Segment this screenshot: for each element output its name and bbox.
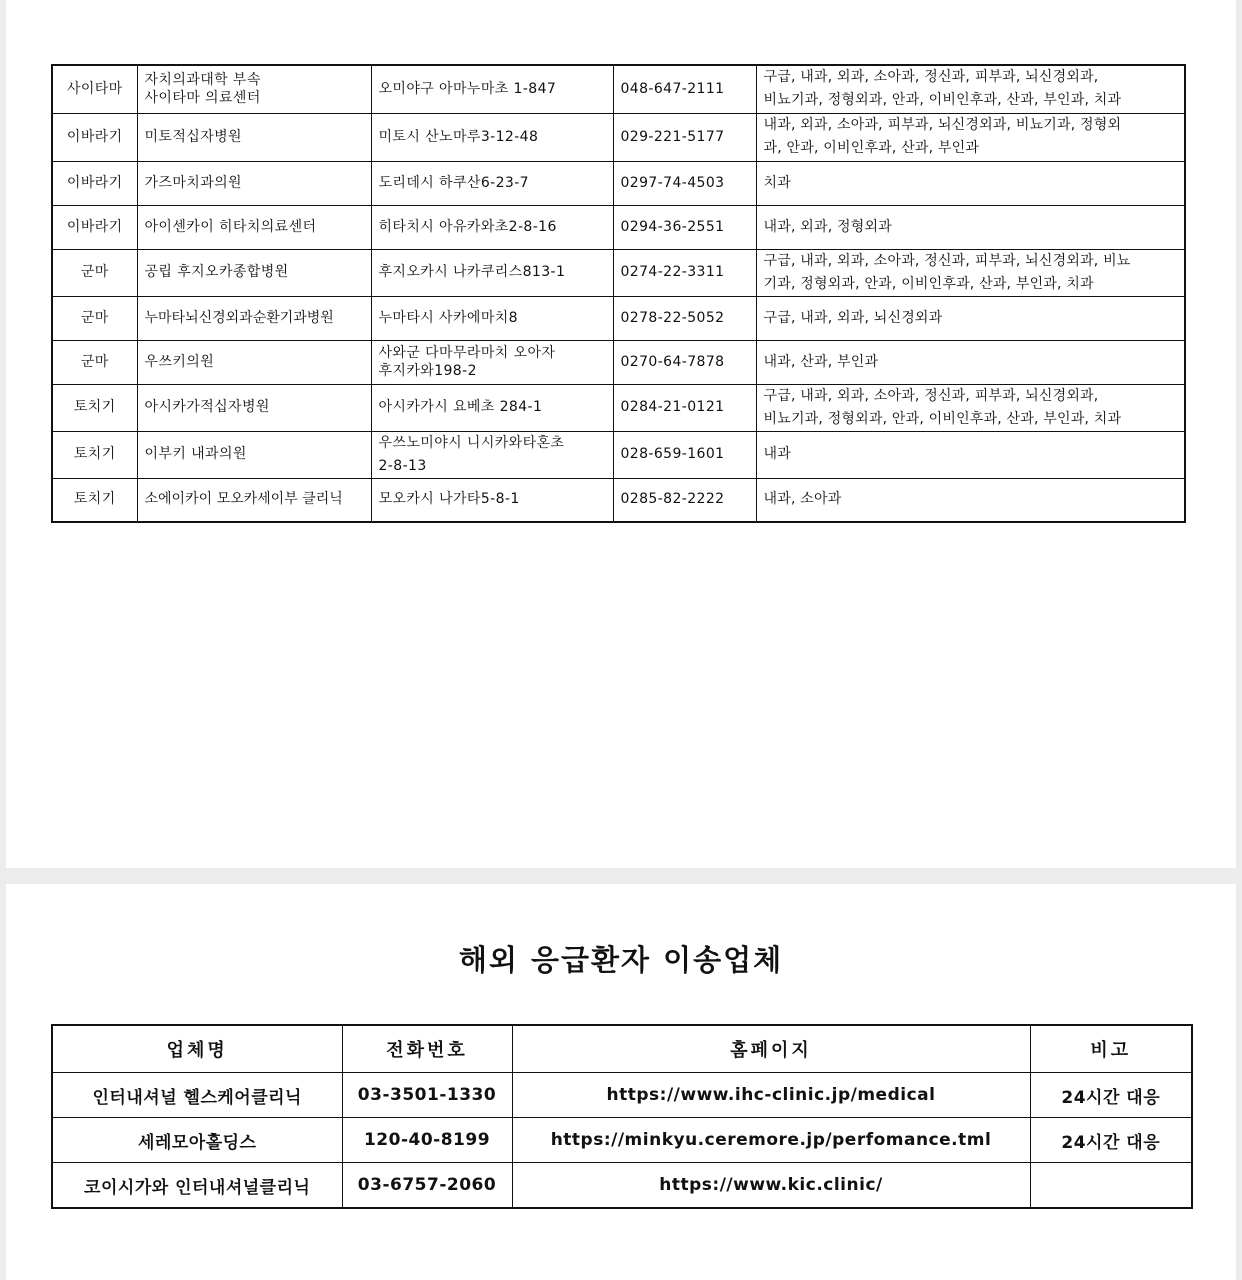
- hospital-name-cell: 이부키 내과의원: [137, 431, 371, 478]
- hospital-list-page: [6, 0, 1236, 868]
- phone-cell: 0270-64-7878: [613, 340, 756, 384]
- prefecture-cell: 이바라기: [52, 113, 137, 161]
- note-cell: [1030, 1163, 1192, 1209]
- address-cell: 미토시 산노마루3-12-48: [371, 113, 613, 161]
- hospital-name-line-2: 사이타마 의료센터: [144, 90, 261, 107]
- hospital-table: [51, 64, 1186, 523]
- phone-cell: 0284-21-0121: [613, 384, 756, 431]
- header-company: 업체명: [52, 1025, 342, 1073]
- departments-cell: 구급, 내과, 외과, 소아과, 정신과, 피부과, 뇌신경외과, 비뇨기과, 정형외과, 안과, 이비인후과, 산과, 부인과, 치과: [756, 65, 1185, 113]
- departments-cell: 치과: [756, 161, 1185, 205]
- phone-cell: 0294-36-2551: [613, 205, 756, 249]
- table-row: [52, 1073, 1192, 1118]
- table-row: [52, 161, 1185, 205]
- address-cell: 오미야구 아마누마초 1-847: [371, 65, 613, 113]
- departments-cell: 구급, 내과, 외과, 소아과, 정신과, 피부과, 뇌신경외과, 비뇨기과, 정형외과, 안과, 이비인후과, 산과, 부인과, 치과: [756, 384, 1185, 431]
- phone-cell: 0297-74-4503: [613, 161, 756, 205]
- transport-page: [6, 884, 1236, 1280]
- phone-cell: 03-6757-2060: [342, 1163, 512, 1209]
- phone-cell: 03-3501-1330: [342, 1073, 512, 1118]
- hospital-name-cell: 우쓰키의원: [137, 340, 371, 384]
- hospital-name-cell: 아이센카이 히타치의료센터: [137, 205, 371, 249]
- hospital-name-cell: [137, 65, 371, 113]
- note-cell: 24시간 대응: [1030, 1073, 1192, 1118]
- address-cell: 우쓰노미야시 니시카와타혼초 2-8-13: [371, 431, 613, 478]
- departments-cell: 내과, 외과, 소아과, 피부과, 뇌신경외과, 비뇨기과, 정형외 과, 안과, 이비인후과, 산과, 부인과: [756, 113, 1185, 161]
- prefecture-cell: 군마: [52, 296, 137, 340]
- departments-cell: 내과, 산과, 부인과: [756, 340, 1185, 384]
- company-cell: 코이시가와 인터내셔널클리닉: [52, 1163, 342, 1209]
- table-row: [52, 65, 1185, 113]
- phone-cell: 0278-22-5052: [613, 296, 756, 340]
- table-row: [52, 249, 1185, 296]
- hospital-name-cell: 미토적십자병원: [137, 113, 371, 161]
- table-row: [52, 1163, 1192, 1209]
- prefecture-cell: 이바라기: [52, 205, 137, 249]
- table-row: [52, 431, 1185, 478]
- hospital-name-cell: 누마타뇌신경외과순환기과병원: [137, 296, 371, 340]
- address-cell: 후지오카시 나카쿠리스813-1: [371, 249, 613, 296]
- hospital-name-line-1: 자치의과대학 부속: [144, 72, 261, 89]
- departments-cell: 내과, 외과, 정형외과: [756, 205, 1185, 249]
- homepage-link[interactable]: https://www.ihc-clinic.jp/medical: [512, 1073, 1030, 1118]
- header-homepage: 홈페이지: [512, 1025, 1030, 1073]
- header-phone: 전화번호: [342, 1025, 512, 1073]
- departments-cell: 내과: [756, 431, 1185, 478]
- table-header-row: [52, 1025, 1192, 1073]
- address-cell: 모오카시 나가타5-8-1: [371, 478, 613, 522]
- homepage-link[interactable]: https://www.kic.clinic/: [512, 1163, 1030, 1209]
- departments-cell: 내과, 소아과: [756, 478, 1185, 522]
- table-row: [52, 296, 1185, 340]
- prefecture-cell: 사이타마: [52, 65, 137, 113]
- address-cell: 사와군 다마무라마치 오아자 후지카와198-2: [371, 340, 613, 384]
- note-cell: 24시간 대응: [1030, 1118, 1192, 1163]
- table-row: [52, 205, 1185, 249]
- homepage-link[interactable]: https://minkyu.ceremore.jp/perfomance.tml: [512, 1118, 1030, 1163]
- table-row: [52, 1118, 1192, 1163]
- prefecture-cell: 군마: [52, 340, 137, 384]
- hospital-name-cell: 아시카가적십자병원: [137, 384, 371, 431]
- prefecture-cell: 토치기: [52, 478, 137, 522]
- address-cell: 아시카가시 요베초 284-1: [371, 384, 613, 431]
- phone-cell: 120-40-8199: [342, 1118, 512, 1163]
- table-row: [52, 340, 1185, 384]
- table-row: [52, 478, 1185, 522]
- address-cell: 누마타시 사카에마치8: [371, 296, 613, 340]
- page-title: 해외 응급환자 이송업체: [458, 943, 784, 977]
- departments-cell: 구급, 내과, 외과, 뇌신경외과: [756, 296, 1185, 340]
- company-cell: 인터내셔널 헬스케어클리닉: [52, 1073, 342, 1118]
- header-note: 비고: [1030, 1025, 1192, 1073]
- phone-cell: 029-221-5177: [613, 113, 756, 161]
- table-row: [52, 113, 1185, 161]
- hospital-name-cell: 소에이카이 모오카세이부 클리닉: [137, 478, 371, 522]
- prefecture-cell: 이바라기: [52, 161, 137, 205]
- transport-table: [51, 1024, 1193, 1209]
- phone-cell: 048-647-2111: [613, 65, 756, 113]
- address-cell: 히타치시 아유카와초2-8-16: [371, 205, 613, 249]
- phone-cell: 028-659-1601: [613, 431, 756, 478]
- table-row: [52, 384, 1185, 431]
- prefecture-cell: 군마: [52, 249, 137, 296]
- phone-cell: 0274-22-3311: [613, 249, 756, 296]
- hospital-name-cell: 가즈마치과의원: [137, 161, 371, 205]
- company-cell: 세레모아홀딩스: [52, 1118, 342, 1163]
- phone-cell: 0285-82-2222: [613, 478, 756, 522]
- prefecture-cell: 토치기: [52, 384, 137, 431]
- prefecture-cell: 토치기: [52, 431, 137, 478]
- address-cell: 도리데시 하쿠산6-23-7: [371, 161, 613, 205]
- departments-cell: 구급, 내과, 외과, 소아과, 정신과, 피부과, 뇌신경외과, 비뇨 기과, 정형외과, 안과, 이비인후과, 산과, 부인과, 치과: [756, 249, 1185, 296]
- hospital-name-cell: 공립 후지오카종합병원: [137, 249, 371, 296]
